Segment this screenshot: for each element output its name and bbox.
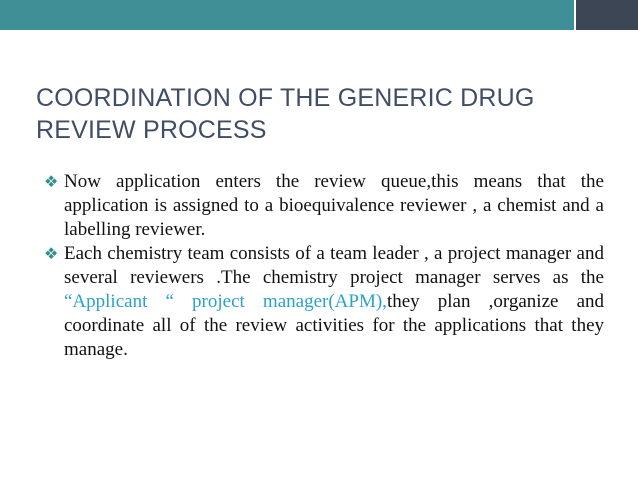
slide-title-line-1: COORDINATION OF THE GENERIC DRUG bbox=[36, 84, 535, 112]
bullet-item-1 bbox=[44, 170, 604, 242]
bullet-text-1: Now application enters the review queue,this means that the application is assigned to a bioequivalence reviewer , a chemist and a labelling reviewer. bbox=[64, 171, 604, 240]
header-accent-bar bbox=[0, 0, 574, 30]
slide-title-line-2: REVIEW PROCESS bbox=[36, 116, 267, 144]
apm-highlight-text: “Applicant “ project manager(APM), bbox=[64, 291, 387, 312]
bullet-text-2-start: Each chemistry team consists of a team leader , a project manager and several reviewers .The chemistry project manager serves as the bbox=[64, 243, 604, 288]
diamond-bullet-icon: ❖ bbox=[44, 244, 59, 263]
header-dark-bar bbox=[576, 0, 638, 30]
diamond-bullet-icon: ❖ bbox=[44, 172, 59, 191]
bullet-item-2 bbox=[44, 242, 604, 362]
bullet-list bbox=[44, 170, 604, 362]
slide-title bbox=[36, 82, 616, 146]
bullet-text-2-end: they plan ,organize and coordinate all of the review activities for the applications that they manage. bbox=[64, 291, 604, 360]
